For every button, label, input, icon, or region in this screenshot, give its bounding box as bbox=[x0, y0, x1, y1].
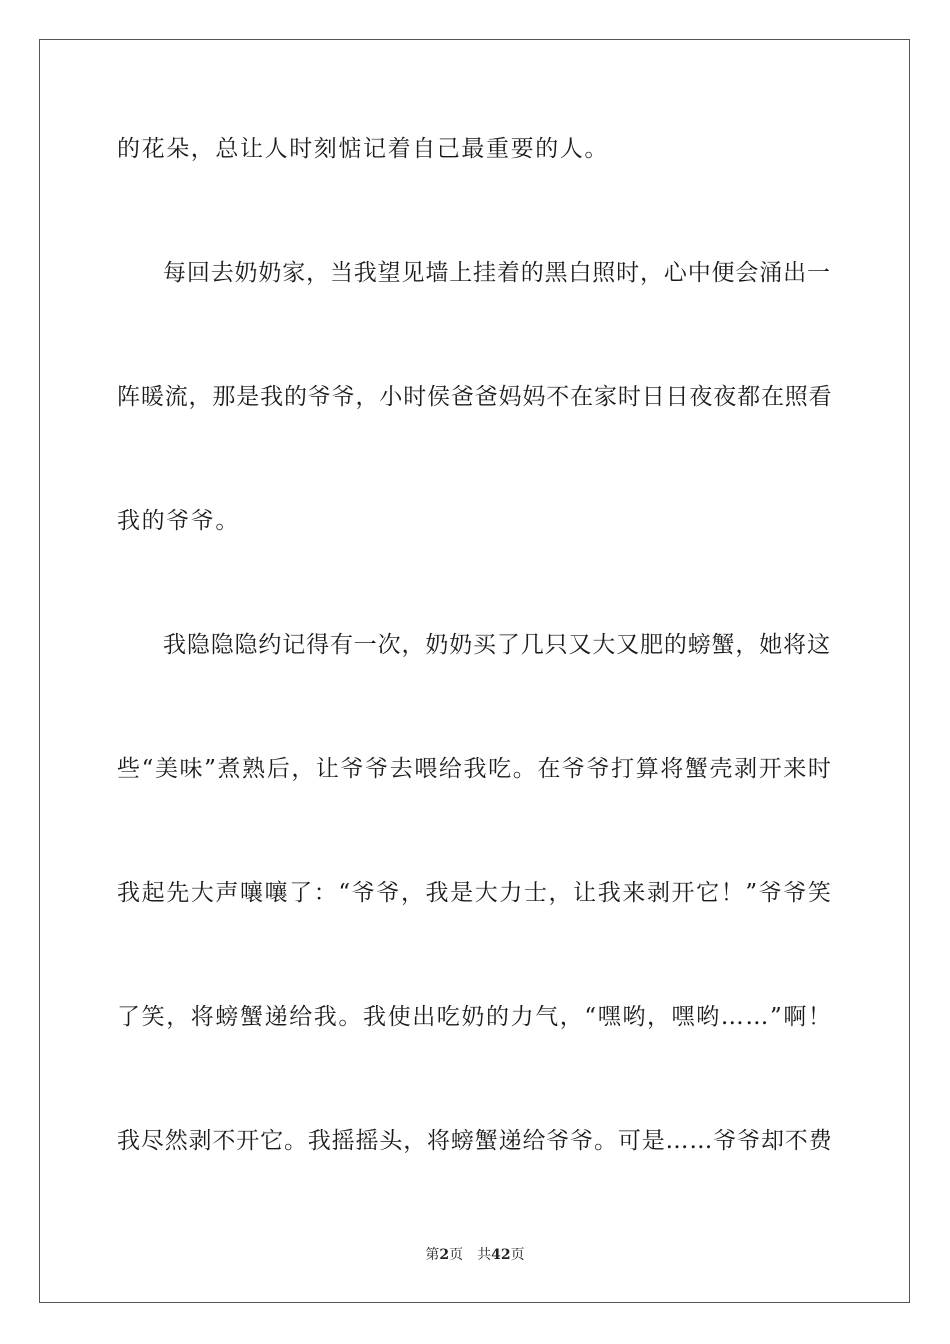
total-prefix: 共 bbox=[477, 1247, 492, 1263]
text-line-7: 我起先大声嚷嚷了：“爷爷，我是大力士，让我来剥开它！”爷爷笑 bbox=[117, 880, 833, 906]
page-prefix: 第 bbox=[425, 1247, 440, 1263]
page-frame bbox=[39, 39, 910, 1303]
text-line-9: 我尽然剥不开它。我摇摇头，将螃蟹递给爷爷。可是……爷爷却不费 bbox=[117, 1128, 833, 1154]
text-line-8: 了笑，将螃蟹递给我。我使出吃奶的力气，“嘿哟，嘿哟……”啊！ bbox=[117, 1004, 833, 1030]
text-line-3: 阵暖流，那是我的爷爷，小时侯爸爸妈妈不在家时日日夜夜都在照看 bbox=[117, 384, 833, 410]
text-line-4: 我的爷爷。 bbox=[117, 508, 240, 534]
text-line-6: 些“美味”煮熟后，让爷爷去喂给我吃。在爷爷打算将蟹壳剥开来时 bbox=[117, 756, 833, 782]
text-line-1: 的花朵，总让人时刻惦记着自己最重要的人。 bbox=[117, 136, 609, 162]
page-footer bbox=[0, 1246, 950, 1264]
text-line-5: 我隐隐隐约记得有一次，奶奶买了几只又大又肥的螃蟹，她将这 bbox=[163, 632, 831, 658]
total-pages: 42 bbox=[491, 1247, 511, 1263]
page-number: 2 bbox=[439, 1247, 450, 1263]
text-line-2: 每回去奶奶家，当我望见墙上挂着的黑白照时，心中便会涌出一 bbox=[163, 260, 831, 286]
page-suffix: 页 bbox=[449, 1247, 464, 1263]
total-suffix: 页 bbox=[510, 1247, 525, 1263]
